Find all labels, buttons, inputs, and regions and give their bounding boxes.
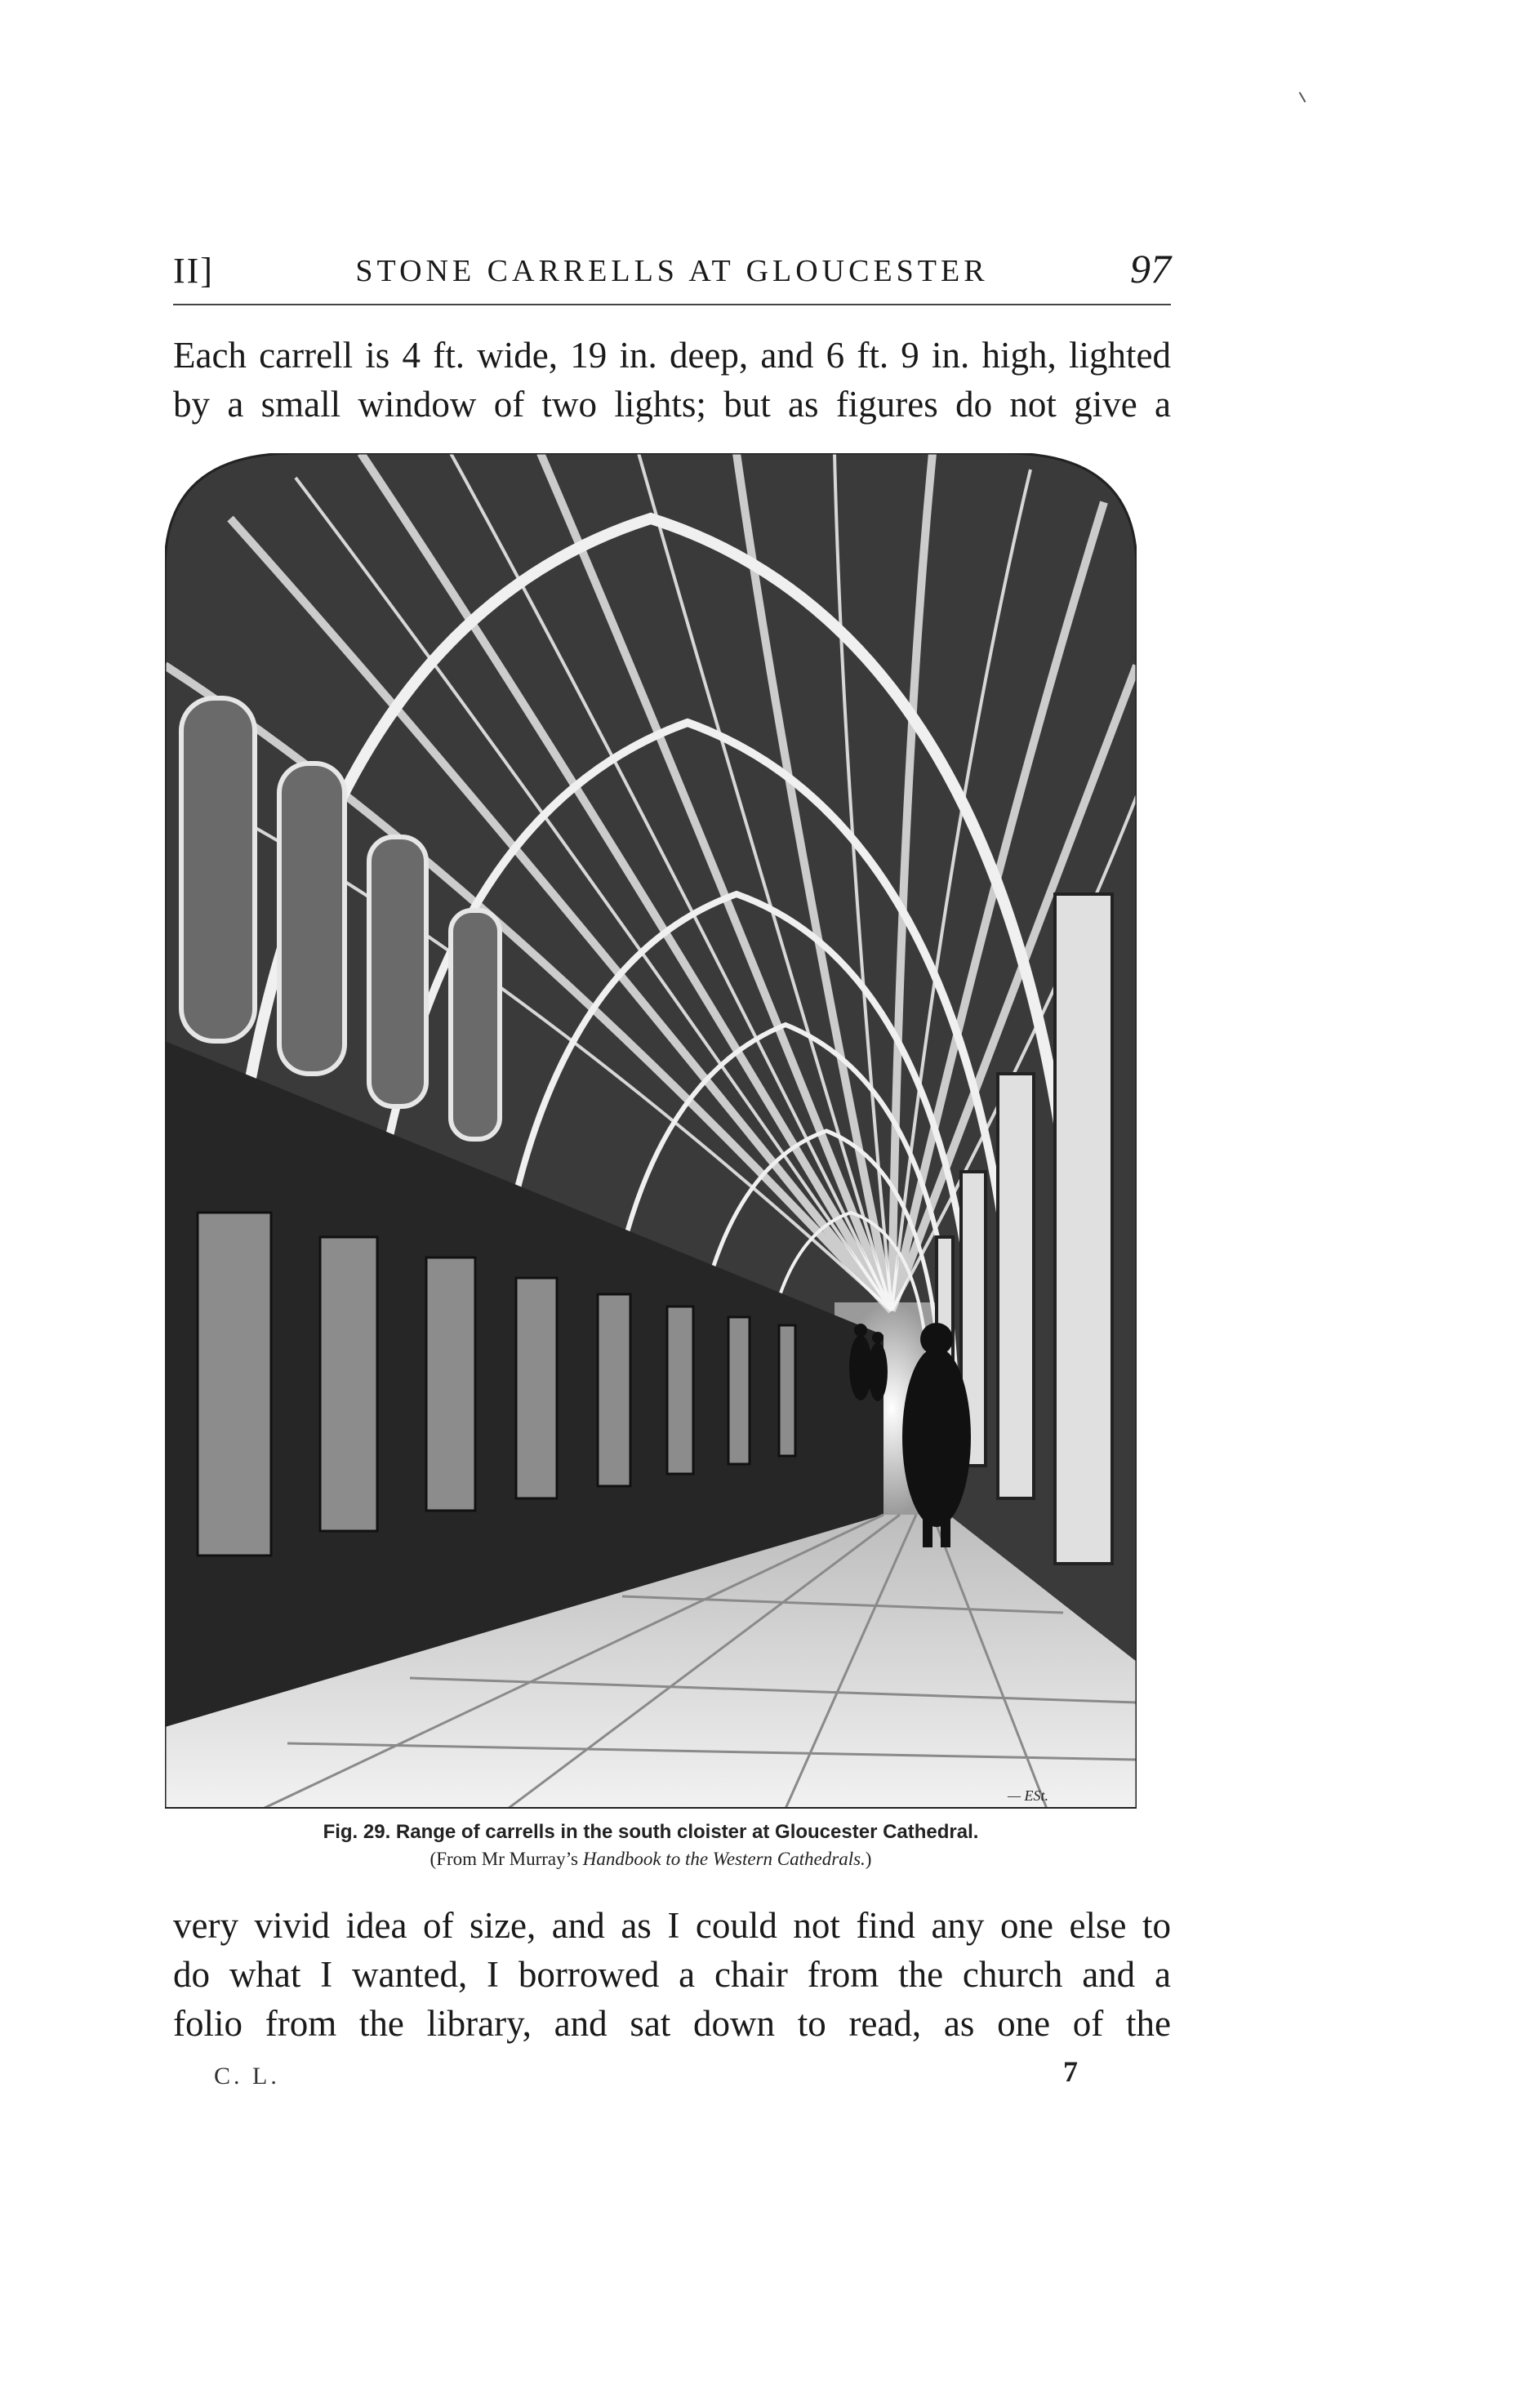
page-number: 97 <box>1130 246 1171 292</box>
cloister-illustration <box>165 453 1137 1809</box>
cloister-engraving <box>165 453 1137 1809</box>
running-title: STONE CARRELLS AT GLOUCESTER <box>355 254 989 288</box>
signature-mark: C. L. <box>214 2063 280 2090</box>
header-rule <box>173 304 1171 305</box>
text-line: do what I wanted, I borrowed a chair from the church and a <box>173 1954 1171 1995</box>
text-line: very vivid idea of size, and as I could not find any one else to <box>173 1905 1171 1946</box>
source-prefix: (From Mr Murray’s <box>430 1849 583 1869</box>
paragraph-bottom <box>173 1901 1171 2048</box>
text-line: by a small window of two lights; but as figures do not give a <box>173 384 1171 425</box>
figure-source <box>165 1847 1137 1872</box>
figure-caption: Fig. 29. Range of carrells in the south cloister at Gloucester Cathedral. <box>323 1821 979 1843</box>
stray-ink-mark <box>1299 91 1306 102</box>
text-line: Each carrell is 4 ft. wide, 19 in. deep, and 6 ft. 9 in. high, lighted <box>173 335 1171 376</box>
text-line: folio from the library, and sat down to read, as one of the <box>173 2003 1171 2044</box>
chapter-number: II] <box>173 251 214 291</box>
paragraph-top <box>173 331 1171 429</box>
source-title: Handbook to the Western Cathedrals. <box>582 1849 866 1869</box>
sheet-number: 7 <box>1063 2055 1078 2088</box>
source-suffix: ) <box>865 1849 872 1869</box>
running-head <box>173 245 1171 302</box>
engraver-mark: — ESt. <box>1008 1787 1049 1804</box>
